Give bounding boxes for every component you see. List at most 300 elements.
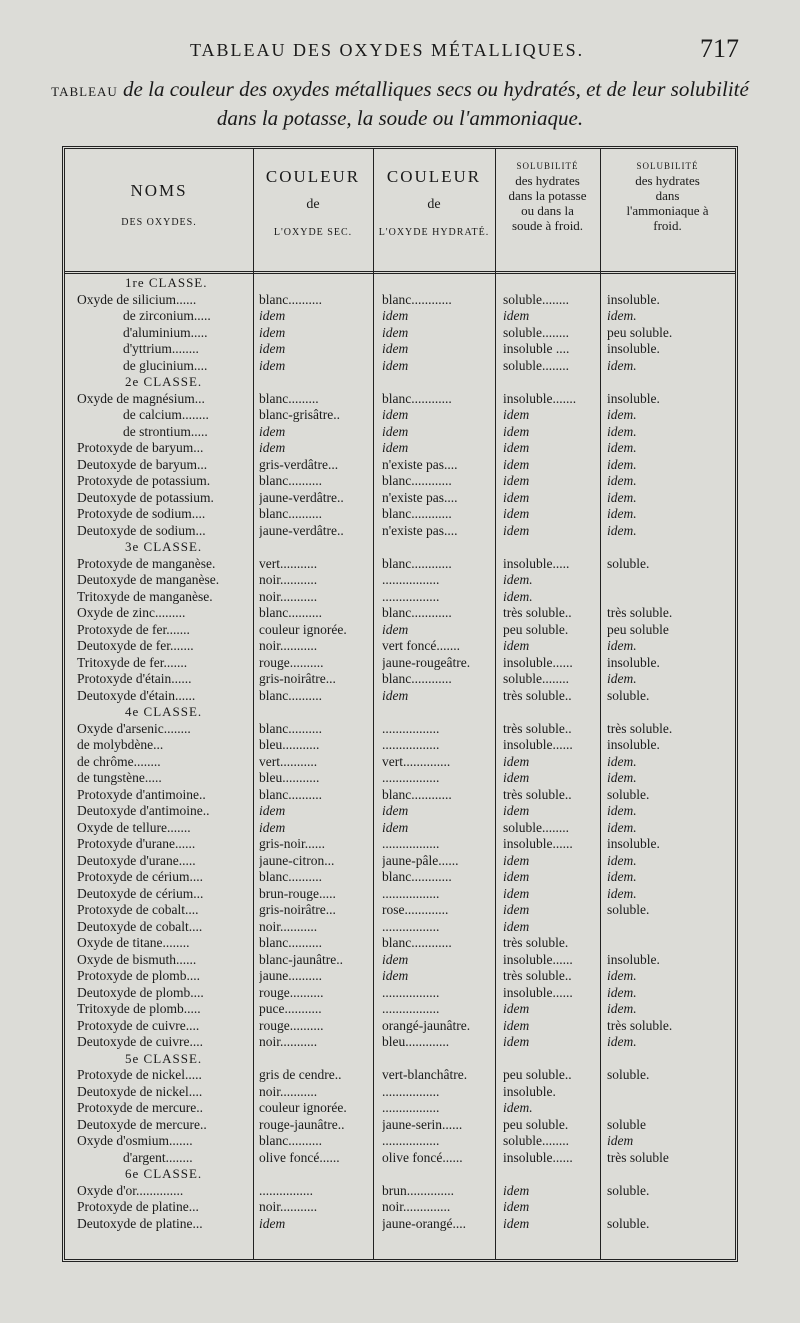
hydrated-color-cell: ................. — [382, 770, 440, 785]
oxide-name-cell: de glucinium.... — [123, 357, 208, 373]
hydrated-color-cell: ................. — [382, 572, 440, 587]
table-row — [65, 622, 735, 639]
dry-color-cell: vert........... — [259, 753, 318, 769]
dry-color-cell: bleu........... — [259, 737, 320, 752]
potash-solubility-cell: idem — [503, 803, 530, 818]
table-row — [65, 902, 735, 919]
oxide-name-cell: d'argent........ — [123, 1149, 193, 1165]
ammonia-solubility-cell: idem. — [607, 753, 637, 769]
oxide-name-cell: Protoxyde de cobalt.... — [77, 902, 199, 917]
oxide-name-cell: Oxyde de magnésium... — [77, 390, 205, 406]
potash-solubility-cell: très soluble.. — [503, 605, 572, 620]
oxide-name-cell: Oxyde de tellure....... — [77, 819, 191, 835]
potash-solubility-cell: très soluble.. — [503, 720, 572, 736]
dry-color-cell: blanc-jaunâtre.. — [259, 951, 343, 967]
oxide-name-cell: de tungstène..... — [77, 770, 162, 785]
oxide-name-cell: de calcium........ — [123, 407, 209, 422]
oxide-name-cell: de zirconium..... — [123, 308, 211, 323]
dry-color-cell: blanc.......... — [259, 291, 322, 307]
potash-solubility-cell: très soluble.. — [503, 968, 572, 983]
potash-solubility-cell: idem — [503, 506, 530, 521]
table-row — [65, 325, 735, 342]
potash-solubility-cell: idem — [503, 770, 530, 785]
ammonia-solubility-cell: idem — [607, 1133, 634, 1148]
potash-solubility-cell: idem — [503, 1017, 530, 1033]
dry-color-cell: blanc......... — [259, 390, 319, 406]
ammonia-solubility-cell: insoluble. — [607, 737, 660, 752]
oxide-name-cell: Protoxyde de fer....... — [77, 621, 190, 637]
ammonia-solubility-cell: idem. — [607, 885, 637, 901]
potash-solubility-cell: insoluble. — [503, 1083, 556, 1099]
table-row — [65, 787, 735, 804]
ammonia-solubility-cell: soluble. — [607, 687, 650, 703]
header-names-sub: DES OXYDES. — [121, 217, 197, 228]
potash-solubility-cell: idem — [503, 456, 530, 472]
table-row — [65, 869, 735, 886]
potash-solubility-cell: idem — [503, 1199, 530, 1214]
potash-solubility-cell: idem — [503, 1001, 530, 1016]
potash-solubility-cell: idem — [503, 918, 530, 934]
table-row — [65, 985, 735, 1002]
table-row — [65, 836, 735, 853]
header-hydrated-sub: L'OXYDE HYDRATÉ. — [378, 227, 490, 238]
potash-solubility-cell: idem — [503, 489, 530, 505]
header-dry-color — [253, 149, 373, 271]
oxide-name-cell: Tritoxyde de fer....... — [77, 654, 188, 670]
oxide-name-cell: Protoxyde de mercure.. — [77, 1100, 203, 1115]
ammonia-solubility-cell: idem. — [607, 357, 637, 373]
table-row — [65, 457, 735, 474]
oxide-name-cell: Deutoxyde de plomb.... — [77, 984, 204, 1000]
oxide-name-cell: Tritoxyde de manganèse. — [77, 588, 213, 604]
hydrated-color-cell: blanc............ — [382, 935, 452, 950]
dry-color-cell: olive foncé...... — [259, 1149, 340, 1165]
potash-solubility-cell: idem. — [503, 588, 533, 604]
oxide-name-cell: d'aluminium..... — [123, 324, 208, 340]
dry-color-cell: puce........... — [259, 1001, 322, 1016]
table-row — [65, 1150, 735, 1167]
ammonia-solubility-cell: idem. — [607, 819, 637, 835]
ammonia-solubility-cell: idem. — [607, 869, 637, 884]
hydrated-color-cell: bleu............. — [382, 1034, 450, 1049]
table-row — [65, 721, 735, 738]
class-heading — [65, 539, 735, 556]
dry-color-cell: noir........... — [259, 1083, 318, 1099]
potash-solubility-cell: peu soluble. — [503, 621, 569, 637]
potash-solubility-cell: idem — [503, 902, 530, 917]
hydrated-color-cell: idem — [382, 687, 409, 703]
hydrated-color-cell: rose............. — [382, 902, 449, 917]
hydrated-color-cell: idem — [382, 324, 409, 340]
table-row — [65, 919, 735, 936]
dry-color-cell: blanc.......... — [259, 605, 322, 620]
oxide-name-cell: Deutoxyde de nickel.... — [77, 1083, 203, 1099]
ammonia-solubility-cell: très soluble. — [607, 720, 673, 736]
oxide-name-cell: Protoxyde de baryum... — [77, 440, 204, 455]
ammonia-solubility-cell: idem. — [607, 506, 637, 521]
oxide-name-cell: Deutoxyde de cobalt.... — [77, 918, 203, 934]
dry-color-cell: couleur ignorée. — [259, 1100, 347, 1115]
potash-solubility-cell: idem — [503, 1182, 530, 1198]
class-heading — [65, 704, 735, 721]
oxide-name-cell: Protoxyde de nickel..... — [77, 1067, 202, 1082]
table-row — [65, 523, 735, 540]
table-row — [65, 490, 735, 507]
oxide-name-cell: Oxyde de titane........ — [77, 935, 190, 950]
dry-color-cell: bleu........... — [259, 770, 320, 785]
table-row — [65, 341, 735, 358]
dry-color-cell: rouge.......... — [259, 984, 324, 1000]
potash-solubility-cell: idem — [503, 638, 530, 653]
caption-text: de la couleur des oxydes métalliques secs ou hydratés, et de leur solubilité dans la potasse, la soude ou l'ammoniaque. — [123, 77, 749, 130]
potash-solubility-cell: soluble........ — [503, 357, 569, 373]
hydrated-color-cell: idem — [382, 341, 409, 356]
hydrated-color-cell: blanc............ — [382, 291, 452, 307]
ammonia-solubility-cell: idem. — [607, 671, 637, 686]
class-label: 6e CLASSE. — [125, 1166, 203, 1181]
table-row — [65, 1001, 735, 1018]
dry-color-cell: blanc.......... — [259, 473, 322, 488]
dry-color-cell: idem — [259, 341, 286, 356]
hydrated-color-cell: vert-blanchâtre. — [382, 1067, 468, 1082]
ammonia-solubility-cell: très soluble — [607, 1149, 669, 1165]
hydrated-color-cell: idem — [382, 803, 409, 818]
potash-solubility-cell: très soluble. — [503, 935, 569, 950]
potash-solubility-cell: idem — [503, 852, 530, 868]
hydrated-color-cell: ................. — [382, 588, 440, 604]
hydrated-color-cell: noir.............. — [382, 1199, 451, 1214]
ammonia-solubility-cell: idem. — [607, 308, 637, 323]
header-potash-solubility — [495, 149, 600, 271]
dry-color-cell: idem — [259, 803, 286, 818]
ammonia-solubility-cell: idem. — [607, 423, 637, 439]
potash-solubility-cell: peu soluble.. — [503, 1067, 572, 1082]
hydrated-color-cell: idem — [382, 357, 409, 373]
hydrated-color-cell: vert.............. — [382, 753, 451, 769]
table-row — [65, 853, 735, 870]
potash-solubility-cell: peu soluble. — [503, 1116, 569, 1132]
potash-solubility-cell: idem — [503, 1034, 530, 1049]
table-row — [65, 952, 735, 969]
oxide-name-cell: Protoxyde de manganèse. — [77, 555, 216, 571]
oxide-name-cell: Deutoxyde d'antimoine.. — [77, 803, 210, 818]
table-row — [65, 292, 735, 309]
potash-solubility-cell: insoluble...... — [503, 984, 573, 1000]
potash-solubility-cell: insoluble...... — [503, 951, 573, 967]
table-row — [65, 1084, 735, 1101]
table-row — [65, 671, 735, 688]
caption-lead: TABLEAU — [51, 84, 118, 99]
dry-color-cell: blanc.......... — [259, 687, 322, 703]
oxide-name-cell: Oxyde d'or.............. — [77, 1182, 184, 1198]
oxide-name-cell: Deutoxyde de fer....... — [77, 638, 194, 653]
dry-color-cell: vert........... — [259, 555, 318, 571]
ammonia-solubility-cell: soluble. — [607, 902, 650, 917]
class-label: 2e CLASSE. — [125, 374, 203, 389]
potash-solubility-cell: insoluble...... — [503, 836, 573, 851]
hydrated-color-cell: jaune-serin...... — [382, 1116, 463, 1132]
header-dry-sub: L'OXYDE SEC. — [273, 227, 353, 238]
table-body — [65, 275, 735, 1232]
table-row — [65, 1117, 735, 1134]
dry-color-cell: blanc-grisâtre.. — [259, 407, 340, 422]
hydrated-color-cell: blanc............ — [382, 671, 452, 686]
header-ammonia-title: SOLUBILITÉ — [636, 161, 699, 171]
dry-color-cell: couleur ignorée. — [259, 621, 347, 637]
potash-solubility-cell: soluble........ — [503, 291, 569, 307]
dry-color-cell: gris-noir...... — [259, 836, 325, 851]
potash-solubility-cell: idem — [503, 885, 530, 901]
oxide-name-cell: de strontium..... — [123, 423, 208, 439]
dry-color-cell: idem — [259, 440, 286, 455]
oxide-name-cell: Oxyde de silicium...... — [77, 291, 197, 307]
oxide-name-cell: Deutoxyde de cérium... — [77, 885, 204, 901]
hydrated-color-cell: ................. — [382, 1001, 440, 1016]
oxide-name-cell: Oxyde de zinc......... — [77, 605, 186, 620]
hydrated-color-cell: ................. — [382, 984, 440, 1000]
ammonia-solubility-cell: idem. — [607, 456, 637, 472]
class-heading — [65, 1051, 735, 1068]
hydrated-color-cell: jaune-orangé.... — [382, 1215, 466, 1231]
dry-color-cell: noir........... — [259, 1199, 318, 1214]
oxide-name-cell: Protoxyde de cérium.... — [77, 869, 203, 884]
table-row — [65, 1183, 735, 1200]
ammonia-solubility-cell: insoluble. — [607, 341, 660, 356]
table-row — [65, 308, 735, 325]
hydrated-color-cell: idem — [382, 440, 409, 455]
ammonia-solubility-cell: insoluble. — [607, 654, 660, 670]
table-row — [65, 886, 735, 903]
hydrated-color-cell: ................. — [382, 1133, 440, 1148]
oxide-name-cell: Protoxyde de platine... — [77, 1199, 199, 1214]
dry-color-cell: noir........... — [259, 1034, 318, 1049]
hydrated-color-cell: ................. — [382, 836, 440, 851]
table-row — [65, 737, 735, 754]
table-row — [65, 1133, 735, 1150]
oxide-name-cell: Oxyde d'osmium....... — [77, 1133, 193, 1148]
header-names-title: NOMS — [130, 181, 188, 200]
dry-color-cell: blanc.......... — [259, 869, 322, 884]
dry-color-cell: noir........... — [259, 638, 318, 653]
oxide-name-cell: Deutoxyde de manganèse. — [77, 572, 220, 587]
dry-color-cell: idem — [259, 357, 286, 373]
oxide-name-cell: de molybdène... — [77, 737, 164, 752]
ammonia-solubility-cell: soluble. — [607, 1067, 650, 1082]
potash-solubility-cell: idem. — [503, 1100, 533, 1115]
ammonia-solubility-cell: idem. — [607, 440, 637, 455]
oxide-name-cell: Tritoxyde de plomb..... — [77, 1001, 201, 1016]
class-label: 3e CLASSE. — [125, 539, 203, 554]
hydrated-color-cell: n'existe pas.... — [382, 456, 458, 472]
running-head — [0, 34, 800, 70]
table-row — [65, 1216, 735, 1233]
hydrated-color-cell: blanc............ — [382, 473, 452, 488]
table-row — [65, 605, 735, 622]
class-label: 5e CLASSE. — [125, 1050, 203, 1066]
dry-color-cell: blanc.......... — [259, 935, 322, 950]
hydrated-color-cell: blanc............ — [382, 605, 452, 620]
ammonia-solubility-cell: idem. — [607, 1001, 637, 1016]
oxide-name-cell: de chrôme........ — [77, 753, 161, 769]
table-row — [65, 638, 735, 655]
dry-color-cell: rouge-jaunâtre.. — [259, 1116, 345, 1132]
hydrated-color-cell: ................. — [382, 918, 440, 934]
hydrated-color-cell: vert foncé....... — [382, 638, 460, 653]
ammonia-solubility-cell: idem. — [607, 803, 637, 818]
ammonia-solubility-cell: soluble — [607, 1116, 646, 1132]
oxide-name-cell: Protoxyde de sodium.... — [77, 506, 206, 521]
oxide-name-cell: Deutoxyde de mercure.. — [77, 1116, 207, 1132]
oxide-name-cell: Deutoxyde de potassium. — [77, 489, 214, 505]
ammonia-solubility-cell: très soluble. — [607, 1017, 673, 1033]
table-row — [65, 1034, 735, 1051]
ammonia-solubility-cell: insoluble. — [607, 291, 660, 307]
oxide-name-cell: Deutoxyde d'urane..... — [77, 852, 196, 868]
potash-solubility-cell: idem — [503, 753, 530, 769]
potash-solubility-cell: soluble........ — [503, 1133, 569, 1148]
hydrated-color-cell: blanc............ — [382, 869, 452, 884]
oxide-name-cell: Deutoxyde d'étain...... — [77, 687, 196, 703]
dry-color-cell: idem — [259, 308, 286, 323]
hydrated-color-cell: idem — [382, 621, 409, 637]
oxide-name-cell: Deutoxyde de platine... — [77, 1215, 203, 1231]
table-row — [65, 589, 735, 606]
ammonia-solubility-cell: soluble. — [607, 786, 650, 802]
table-caption — [40, 76, 760, 131]
oxide-name-cell: Protoxyde d'étain...... — [77, 671, 192, 686]
hydrated-color-cell: jaune-pâle...... — [382, 852, 459, 868]
potash-solubility-cell: insoluble..... — [503, 555, 570, 571]
ammonia-solubility-cell: peu soluble — [607, 621, 669, 637]
table-row — [65, 820, 735, 837]
class-heading — [65, 1166, 735, 1183]
dry-color-cell: rouge.......... — [259, 654, 324, 670]
hydrated-color-cell: ................. — [382, 885, 440, 901]
table-row — [65, 407, 735, 424]
header-ammonia-solubility — [600, 149, 735, 271]
dry-color-cell: ................ — [259, 1182, 313, 1198]
hydrated-color-cell: ................. — [382, 1100, 440, 1115]
hydrated-color-cell: idem — [382, 951, 409, 967]
ammonia-solubility-cell: idem. — [607, 984, 637, 1000]
hydrated-color-cell: idem — [382, 308, 409, 323]
hydrated-color-cell: idem — [382, 423, 409, 439]
potash-solubility-cell: idem. — [503, 572, 533, 587]
dry-color-cell: jaune-verdâtre.. — [259, 522, 344, 538]
page-number: 717 — [700, 34, 739, 63]
potash-solubility-cell: soluble........ — [503, 671, 569, 686]
table-row — [65, 556, 735, 573]
potash-solubility-cell: idem — [503, 522, 530, 538]
hydrated-color-cell: idem — [382, 407, 409, 422]
hydrated-color-cell: ................. — [382, 720, 440, 736]
class-label: 4e CLASSE. — [125, 704, 203, 719]
header-ammonia-sub: des hydrates dans l'ammoniaque à froid. — [626, 173, 709, 233]
running-title: TABLEAU DES OXYDES MÉTALLIQUES. — [190, 40, 585, 60]
header-rule — [65, 271, 735, 274]
table-row — [65, 1100, 735, 1117]
header-dry-title: COULEUR — [265, 167, 361, 186]
hydrated-color-cell: jaune-rougeâtre. — [382, 654, 471, 670]
potash-solubility-cell: idem — [503, 440, 530, 455]
table-row — [65, 770, 735, 787]
oxides-table — [62, 146, 738, 1262]
oxide-name-cell: Protoxyde de plomb.... — [77, 968, 200, 983]
ammonia-solubility-cell: idem. — [607, 407, 637, 422]
dry-color-cell: noir........... — [259, 572, 318, 587]
table-row — [65, 1067, 735, 1084]
hydrated-color-cell: blanc............ — [382, 506, 452, 521]
table-row — [65, 803, 735, 820]
dry-color-cell: gris-noirâtre... — [259, 671, 336, 686]
hydrated-color-cell: n'existe pas.... — [382, 489, 458, 505]
oxide-name-cell: Protoxyde de cuivre.... — [77, 1017, 200, 1033]
dry-color-cell: blanc.......... — [259, 786, 322, 802]
hydrated-color-cell: idem — [382, 968, 409, 983]
dry-color-cell: blanc.......... — [259, 720, 322, 736]
class-heading — [65, 374, 735, 391]
ammonia-solubility-cell: soluble. — [607, 1182, 650, 1198]
oxide-name-cell: Oxyde d'arsenic........ — [77, 720, 191, 736]
dry-color-cell: gris-verdâtre... — [259, 456, 339, 472]
potash-solubility-cell: insoluble...... — [503, 1149, 573, 1165]
hydrated-color-cell: orangé-jaunâtre. — [382, 1017, 471, 1033]
potash-solubility-cell: très soluble.. — [503, 687, 572, 703]
oxide-name-cell: d'yttrium........ — [123, 341, 199, 356]
oxide-name-cell: Deutoxyde de sodium... — [77, 522, 206, 538]
table-row — [65, 391, 735, 408]
dry-color-cell: gris de cendre.. — [259, 1067, 342, 1082]
table-row — [65, 1018, 735, 1035]
ammonia-solubility-cell: peu soluble. — [607, 324, 673, 340]
ammonia-solubility-cell: idem. — [607, 770, 637, 785]
ammonia-solubility-cell: idem. — [607, 522, 637, 538]
dry-color-cell: idem — [259, 423, 286, 439]
hydrated-color-cell: ................. — [382, 737, 440, 752]
dry-color-cell: blanc.......... — [259, 506, 322, 521]
oxide-name-cell: Protoxyde d'antimoine.. — [77, 786, 206, 802]
dry-color-cell: rouge.......... — [259, 1017, 324, 1033]
ammonia-solubility-cell: idem. — [607, 638, 637, 653]
dry-color-cell: idem — [259, 324, 286, 340]
table-row — [65, 473, 735, 490]
ammonia-solubility-cell: soluble. — [607, 1215, 650, 1231]
ammonia-solubility-cell: idem. — [607, 968, 637, 983]
hydrated-color-cell: blanc............ — [382, 390, 452, 406]
potash-solubility-cell: soluble........ — [503, 819, 569, 835]
table-row — [65, 1199, 735, 1216]
potash-solubility-cell: idem — [503, 423, 530, 439]
hydrated-color-cell: n'existe pas.... — [382, 522, 458, 538]
table-row — [65, 572, 735, 589]
header-hydrated-de: de — [427, 197, 441, 212]
class-heading — [65, 275, 735, 292]
dry-color-cell: idem — [259, 1215, 286, 1231]
dry-color-cell: idem — [259, 819, 286, 835]
hydrated-color-cell: ................. — [382, 1083, 440, 1099]
hydrated-color-cell: olive foncé...... — [382, 1149, 463, 1165]
table-row — [65, 440, 735, 457]
class-label: 1re CLASSE. — [125, 275, 208, 290]
hydrated-color-cell: blanc............ — [382, 555, 452, 571]
hydrated-color-cell: idem — [382, 819, 409, 835]
oxide-name-cell: Oxyde de bismuth...... — [77, 951, 197, 967]
oxide-name-cell: Protoxyde de potassium. — [77, 473, 211, 488]
table-row — [65, 935, 735, 952]
ammonia-solubility-cell: idem. — [607, 489, 637, 505]
potash-solubility-cell: insoluble .... — [503, 341, 570, 356]
ammonia-solubility-cell: insoluble. — [607, 390, 660, 406]
